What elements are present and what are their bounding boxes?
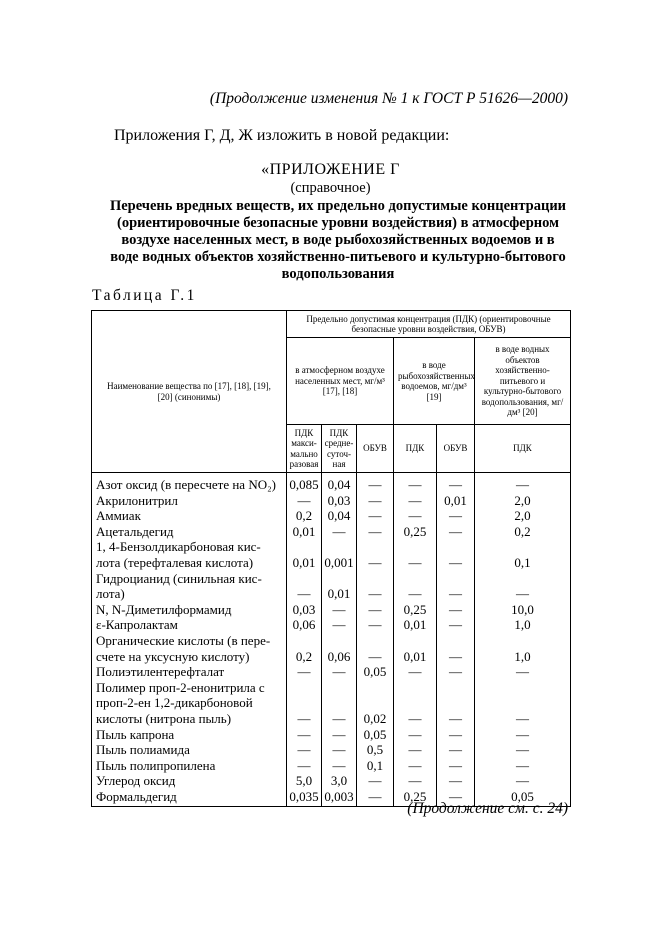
- table-cell: —: [516, 477, 529, 492]
- table-cell: —: [297, 664, 311, 680]
- table-cell: —: [332, 726, 346, 742]
- table-cell: 0,25: [403, 523, 427, 539]
- table-cell: 0,05: [363, 726, 387, 742]
- header-air-daily: ПДК средне-суточ-ная: [322, 425, 357, 473]
- appendix-title: «ПРИЛОЖЕНИЕ Г: [261, 161, 400, 178]
- table-cell: 0,04: [327, 508, 351, 524]
- col-fish-pdk: [394, 473, 437, 807]
- table-cell: [437, 539, 474, 555]
- table-cell: 0,01: [327, 586, 351, 602]
- table-cell: —: [332, 710, 346, 726]
- table-cell: 0,04: [327, 477, 351, 492]
- table-cell: [437, 571, 474, 587]
- col-substance: [92, 473, 287, 807]
- substance-name: Акрилонитрил: [96, 492, 178, 508]
- substance-name: Пыль капрона: [96, 726, 175, 742]
- table-cell: —: [297, 726, 311, 742]
- table-cell: —: [332, 664, 346, 680]
- table-cell: —: [516, 726, 529, 742]
- table-cell: 2,0: [514, 492, 531, 508]
- table-cell: [394, 539, 436, 555]
- table-cell: [357, 633, 393, 649]
- table-cell: [475, 680, 570, 696]
- substance-name: N, N-Диметилформамид: [96, 601, 232, 617]
- substance-name: Полиэтилентерефталат: [96, 664, 225, 680]
- table-cell: 0,035: [289, 788, 319, 804]
- table-cell: —: [516, 773, 529, 789]
- table-cell: —: [516, 710, 529, 726]
- substances-table: [91, 310, 571, 807]
- table-cell: [357, 695, 393, 711]
- table-cell: 3,0: [330, 773, 348, 789]
- table-cell: —: [449, 726, 462, 742]
- table-cell: —: [516, 664, 529, 680]
- col-air-daily: [322, 473, 357, 807]
- header-fish-pdk: ПДК: [394, 425, 437, 473]
- table-cell: [475, 571, 570, 587]
- table-cell: —: [516, 757, 529, 773]
- table-cell: —: [449, 742, 462, 758]
- table-cell: —: [297, 710, 311, 726]
- header-note: (Продолжение изменения № 1 к ГОСТ Р 51626—2000): [209, 90, 568, 107]
- table-cell: —: [408, 492, 422, 508]
- table-cell: —: [408, 773, 422, 789]
- table-cell: [287, 633, 321, 649]
- table-cell: —: [368, 617, 382, 633]
- col-air-max: [287, 473, 322, 807]
- table-cell: —: [408, 554, 422, 570]
- table-cell: 0,003: [324, 788, 354, 804]
- col-fish-obuv: [437, 473, 475, 807]
- table-cell: 1,0: [514, 617, 531, 633]
- table-cell: —: [368, 648, 382, 664]
- table-cell: [322, 539, 356, 555]
- table-cell: —: [332, 742, 346, 758]
- table-cell: 0,5: [366, 742, 384, 758]
- table-cell: —: [332, 757, 346, 773]
- table-caption: Таблица Г.1: [92, 287, 197, 304]
- table-cell: 2,0: [514, 508, 531, 524]
- substance-name: Углерод оксид: [96, 773, 176, 789]
- table-cell: —: [449, 710, 462, 726]
- substance-name: 1, 4-Бензолдикарбоновая кис-: [96, 539, 261, 555]
- table-cell: 0,085: [289, 477, 319, 492]
- table-cell: [322, 633, 356, 649]
- table-cell: —: [516, 742, 529, 758]
- table-cell: 0,03: [327, 492, 351, 508]
- table-cell: [357, 680, 393, 696]
- table-cell: 0,1: [514, 554, 531, 570]
- table-cell: 0,001: [324, 554, 354, 570]
- table-cell: [322, 571, 356, 587]
- table-cell: [322, 680, 356, 696]
- substance-name: ε-Капролактам: [96, 617, 178, 633]
- table-body: [92, 473, 571, 807]
- table-cell: [287, 695, 321, 711]
- header-substance-name: Наименование вещества по [17], [18], [19], [20] (синонимы): [92, 311, 287, 473]
- table-cell: 0,05: [363, 664, 387, 680]
- table-cell: —: [297, 757, 311, 773]
- substance-name: Гидроцианид (синильная кис-: [96, 570, 262, 586]
- header-air: в атмосферном воздухе населенных мест, мг/м³ [17], [18]: [287, 338, 394, 425]
- table-cell: [394, 571, 436, 587]
- table-cell: 0,01: [403, 648, 427, 664]
- table-cell: 5,0: [295, 773, 313, 789]
- table-cell: —: [449, 523, 462, 539]
- table-cell: —: [408, 742, 422, 758]
- table-cell: —: [516, 586, 529, 602]
- table-cell: 0,1: [366, 757, 384, 773]
- table-cell: —: [449, 617, 462, 633]
- substance-name: Формальдегид: [96, 788, 177, 804]
- table-cell: —: [449, 554, 462, 570]
- appendix-subtitle: (справочное): [290, 180, 371, 196]
- header-air-max: ПДК макси-мально разовая: [287, 425, 322, 473]
- table-cell: —: [368, 508, 382, 524]
- table-cell: —: [368, 586, 382, 602]
- table-cell: [394, 680, 436, 696]
- table-cell: 1,0: [514, 648, 531, 664]
- table-cell: —: [297, 742, 311, 758]
- table-cell: [394, 695, 436, 711]
- substance-name: Аммиак: [96, 508, 141, 524]
- table-cell: 0,01: [292, 523, 316, 539]
- table-cell: 0,25: [403, 788, 427, 804]
- header-drink-water: в воде водных объектов хозяйственно-питьевого и культурно-бытового водопользования, мг/дм³ [20]: [475, 338, 571, 425]
- table-cell: —: [408, 664, 422, 680]
- substance-name: лота): [96, 586, 125, 602]
- table-cell: [357, 539, 393, 555]
- table-cell: 0,05: [511, 788, 534, 804]
- table-cell: 0,02: [363, 710, 387, 726]
- table-cell: —: [368, 477, 382, 492]
- substance-name: Органические кислоты (в пере-: [96, 632, 271, 648]
- substance-name: счете на уксусную кислоту): [96, 648, 250, 664]
- table-cell: —: [408, 508, 422, 524]
- substance-name: Азот оксид (в пересчете на NO₂): [96, 477, 276, 492]
- header-pdk-group: Предельно допустимая концентрация (ПДК) (ориентировочные безопасные уровни воздействия, ОБУВ): [287, 311, 571, 338]
- table-cell: —: [408, 477, 422, 492]
- table-cell: 0,06: [327, 648, 351, 664]
- substance-name: Пыль полипропилена: [96, 757, 216, 773]
- table-cell: —: [408, 757, 422, 773]
- table-cell: —: [408, 710, 422, 726]
- intro-text: Приложения Г, Д, Ж изложить в новой редакции:: [114, 127, 450, 144]
- table-cell: —: [449, 788, 462, 804]
- header-air-obuv: ОБУВ: [357, 425, 394, 473]
- substance-name: проп-2-ен 1,2-дикарбоновой: [96, 695, 253, 711]
- table-cell: —: [449, 601, 462, 617]
- table-cell: 0,01: [403, 617, 427, 633]
- table-cell: —: [297, 586, 311, 602]
- appendix-heading: Перечень вредных веществ, их предельно допустимые концентрации (ориентировочные безопасные уровни воздействия) в атмосферном воздухе населенных мест, в воде рыбохозяйственных водоемов и в воде водных объектов хозяйственно-питьевого и культурно-бытового водопользования: [109, 198, 567, 282]
- substance-name: кислоты (нитрона пыль): [96, 710, 232, 726]
- table-cell: [322, 695, 356, 711]
- table-cell: [475, 695, 570, 711]
- substance-name: Пыль полиамида: [96, 742, 190, 758]
- table-cell: 0,25: [403, 601, 427, 617]
- table-cell: —: [449, 664, 462, 680]
- table-cell: —: [368, 492, 382, 508]
- table-cell: [287, 539, 321, 555]
- table-cell: [437, 680, 474, 696]
- table-cell: [437, 695, 474, 711]
- table-cell: 0,03: [292, 601, 316, 617]
- table-cell: 0,01: [444, 492, 467, 508]
- table-cell: [437, 633, 474, 649]
- substance-name: Полимер проп-2-енонитрила с: [96, 679, 265, 695]
- table-cell: —: [368, 601, 382, 617]
- table-cell: —: [449, 757, 462, 773]
- col-drink-pdk: [475, 473, 571, 807]
- table-cell: —: [332, 617, 346, 633]
- table-cell: 0,2: [514, 523, 531, 539]
- table-cell: —: [408, 726, 422, 742]
- header-fish-obuv: ОБУВ: [437, 425, 475, 473]
- col-air-obuv: [357, 473, 394, 807]
- header-fish-water: в воде рыбохозяйственных водоемов, мг/дм³ [19]: [394, 338, 475, 425]
- table-cell: —: [449, 477, 462, 492]
- table-cell: —: [449, 773, 462, 789]
- table-cell: —: [332, 601, 346, 617]
- table-cell: —: [368, 773, 382, 789]
- table-cell: [287, 571, 321, 587]
- table-cell: [357, 571, 393, 587]
- substance-name: Ацетальдегид: [96, 523, 174, 539]
- table-cell: —: [368, 788, 382, 804]
- table-cell: —: [297, 492, 311, 508]
- table-cell: —: [408, 586, 422, 602]
- footer-note: (Продолжение см. с. 24): [407, 800, 568, 817]
- table-cell: 10,0: [511, 601, 534, 617]
- table-cell: [475, 633, 570, 649]
- table-cell: [475, 539, 570, 555]
- table-cell: —: [332, 523, 346, 539]
- table-cell: —: [368, 554, 382, 570]
- table-cell: [394, 633, 436, 649]
- table-cell: [287, 680, 321, 696]
- table-cell: —: [449, 648, 462, 664]
- table-cell: 0,01: [292, 554, 316, 570]
- table-cell: —: [449, 586, 462, 602]
- header-drink-pdk: ПДК: [475, 425, 571, 473]
- table-cell: 0,2: [295, 648, 313, 664]
- table-cell: 0,06: [292, 617, 316, 633]
- table-cell: 0,2: [295, 508, 313, 524]
- table-cell: —: [368, 523, 382, 539]
- substance-name: лота (терефталевая кислота): [96, 554, 254, 570]
- table-cell: —: [449, 508, 462, 524]
